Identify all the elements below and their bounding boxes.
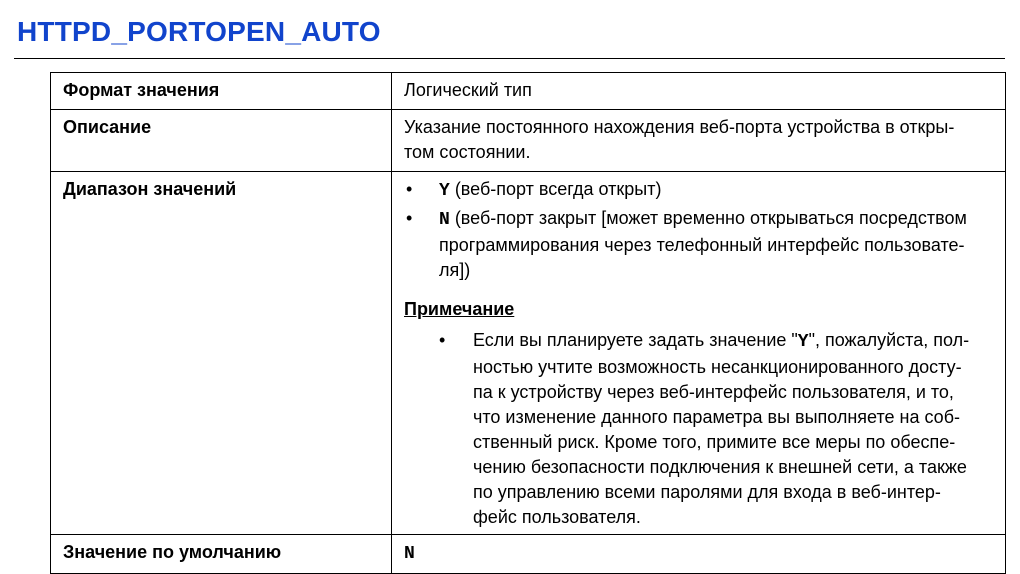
- format-value: Логический тип: [392, 73, 1006, 110]
- table-row-description: [51, 110, 1006, 172]
- range-list: [404, 177, 993, 283]
- table-row-default: [51, 535, 1006, 574]
- note-line-8: фейс пользователя.: [473, 507, 641, 527]
- description-value: [392, 110, 1006, 172]
- note-title: Примечание: [404, 299, 515, 319]
- page-title: HTTPD_PORTOPEN_AUTO: [17, 16, 381, 47]
- parameter-table: [50, 72, 1006, 574]
- default-label: Значение по умолчанию: [51, 535, 392, 574]
- range-text-n-line-1: (веб-порт закрыт [может временно открываться посредством: [449, 208, 967, 228]
- range-code-n: N: [439, 210, 450, 230]
- default-value: [392, 535, 1006, 574]
- note-line-2: ностью учтите возможность несанкционированного досту-: [473, 357, 962, 377]
- note-code-y: Y: [797, 332, 809, 352]
- description-line-2: том состоянии.: [404, 142, 531, 162]
- format-label: Формат значения: [51, 73, 392, 110]
- bullet-icon: •: [406, 208, 413, 228]
- note-item: [404, 328, 993, 530]
- note-line-3: па к устройству через веб-интерфейс пользователя, и то,: [473, 382, 954, 402]
- description-label: Описание: [51, 110, 392, 172]
- table-row-range: [51, 172, 1006, 535]
- bullet-icon: •: [406, 179, 413, 199]
- range-item-n: [404, 206, 993, 283]
- note-line-1a: Если вы планируете задать значение ": [473, 330, 798, 350]
- note-line-1b: ", пожалуйста, пол-: [808, 330, 970, 350]
- range-text-n-line-2: программирования через телефонный интерфейс пользовате-: [439, 235, 965, 255]
- title-divider: [14, 58, 1005, 59]
- range-text-y: (веб-порт всегда открыт): [449, 179, 662, 199]
- table-row-format: [51, 73, 1006, 110]
- note-line-5: ственный риск. Кроме того, примите все меры по обеспе-: [473, 432, 956, 452]
- range-text-n-line-3: ля]): [439, 260, 471, 280]
- note-line-4: что изменение данного параметра вы выполняете на соб-: [473, 407, 960, 427]
- description-line-1: Указание постоянного нахождения веб-порта устройства в откры-: [404, 117, 955, 137]
- range-label: Диапазон значений: [51, 172, 392, 535]
- range-item-y: [404, 177, 993, 204]
- range-code-y: Y: [439, 181, 450, 201]
- default-code: N: [404, 544, 415, 564]
- range-value: [392, 172, 1006, 535]
- note-line-7: по управлению всеми паролями для входа в веб-интер-: [473, 482, 941, 502]
- note-line-6: чению безопасности подключения к внешней сети, а также: [473, 457, 967, 477]
- bullet-icon: •: [439, 330, 446, 350]
